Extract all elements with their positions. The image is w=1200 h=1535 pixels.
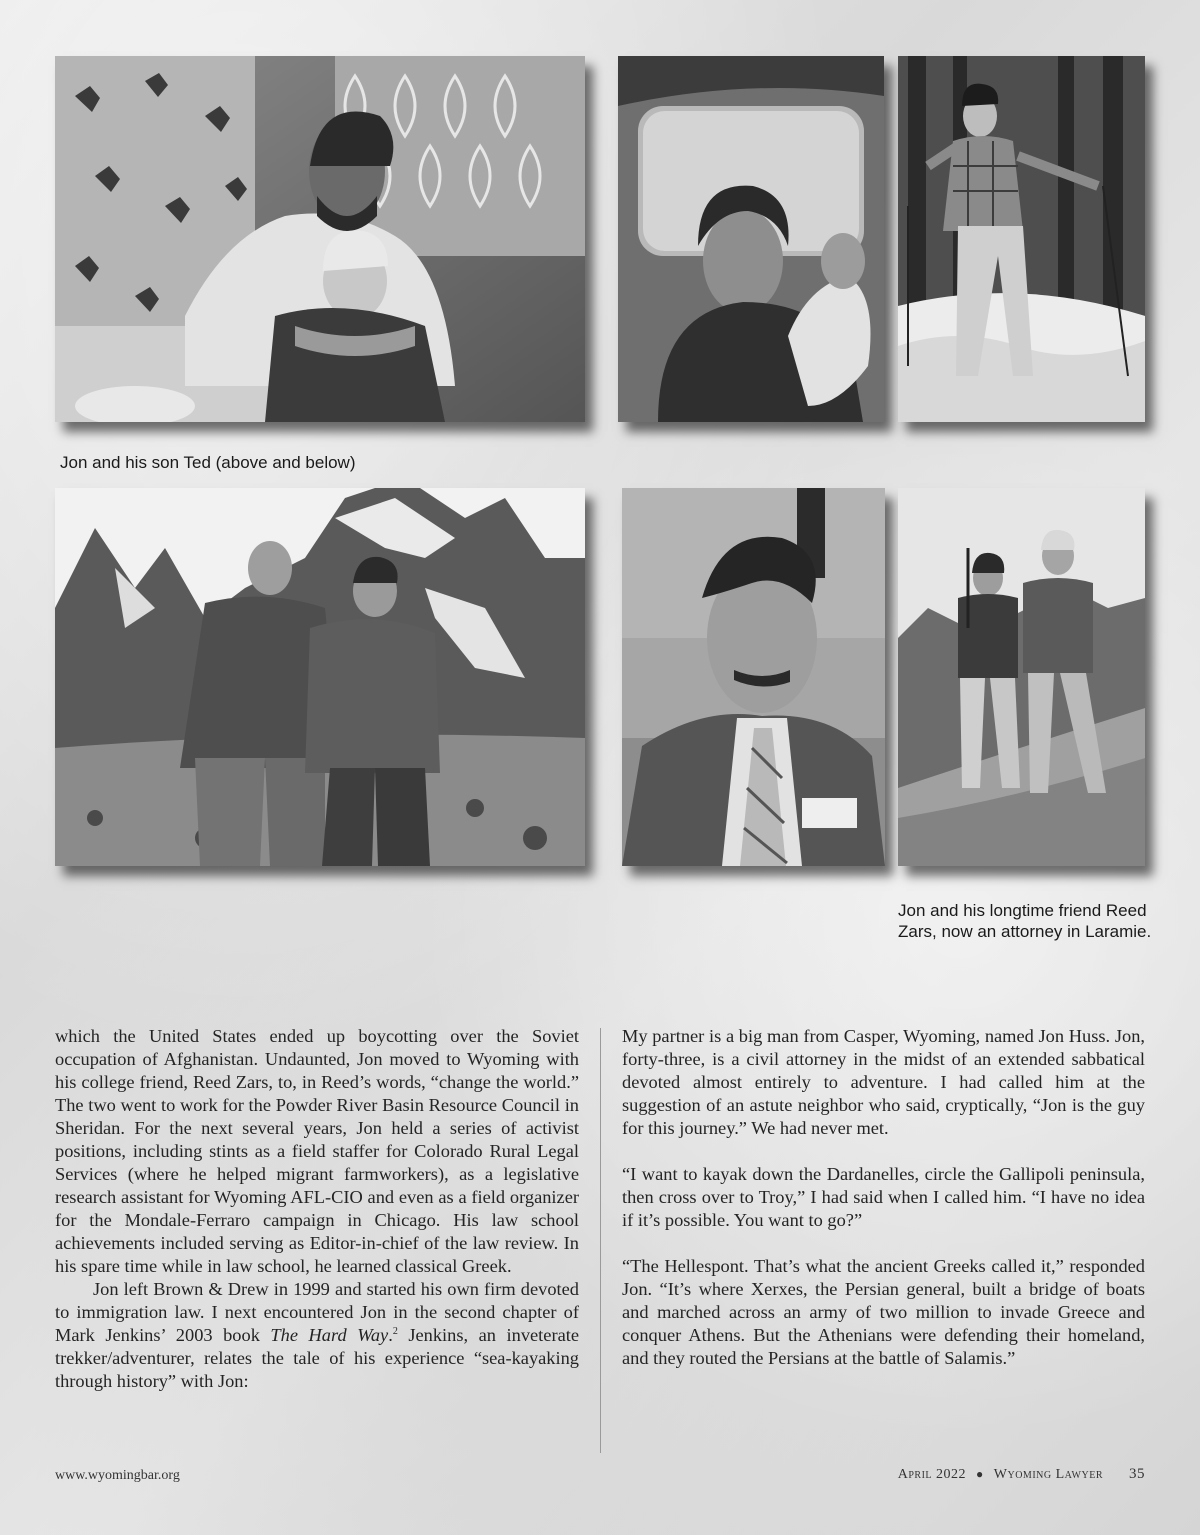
column-divider — [600, 1028, 601, 1453]
right-column — [622, 1025, 1145, 1393]
photo-young-jon-portrait — [622, 488, 885, 866]
page-number: 35 — [1129, 1466, 1145, 1482]
bullet-icon: ● — [976, 1467, 984, 1481]
footnote-ref: 2 — [392, 1325, 398, 1337]
left-paragraph-1: which the United States ended up boycotting over the Soviet occupation of Afghanistan. Undaunted, Jon moved to Wyoming with his college friend, Reed Zars, to, in Reed’s words, “change the world.” The two went to work for the Powder River Basin Resource Council in Sheridan. For the next several years, Jon held a series of activist positions, including stints as a field staffer for Colorado Rural Legal Services (where he helped migrant farmworkers), as a legislative research assistant for Wyoming AFL-CIO and even as a field organizer for the Mondale-Ferraro campaign in Chicago. His law school achievements included serving as Editor-in-chief of the law review. In his spare time while in law school, he learned classical Greek. — [55, 1026, 579, 1276]
footer-issue: April 2022 — [897, 1467, 967, 1482]
caption-friend — [898, 900, 1151, 942]
caption-son: Jon and his son Ted (above and below) — [60, 453, 356, 472]
caption-friend-line2: Zars, now an attorney in Laramie. — [898, 922, 1152, 941]
caption-friend-line1: Jon and his longtime friend Reed — [898, 901, 1147, 920]
left-paragraph-2-before: Jon left Brown & Drew in 1999 and started his own firm devoted to immigration law. I next encountered Jon in the second chapter of Mark Jenkins’ 2003 book — [55, 1279, 579, 1345]
right-paragraph-2: “I want to kayak down the Dardanelles, circle the Gallipoli peninsula, then cross over to Troy,” I had said when I called him. “I have no idea if it’s possible. You want to go?” — [622, 1164, 1145, 1230]
photo-jon-in-car — [618, 56, 884, 422]
left-paragraph-2 — [55, 1278, 579, 1393]
footer-issue-info — [898, 1466, 1145, 1483]
footer-website: www.wyomingbar.org — [55, 1468, 180, 1483]
footer-magazine: Wyoming Lawyer — [993, 1467, 1103, 1482]
left-paragraph-2-after: Jenkins, an inveterate trekker/adventurer, relates the tale of his experience “sea-kayaking through history” with Jon: — [55, 1325, 580, 1391]
photo-jon-skiing — [898, 56, 1145, 422]
left-column — [55, 1025, 579, 1393]
photo-jon-and-reed-zars — [898, 488, 1145, 866]
book-title-period: . — [388, 1325, 393, 1345]
photo-jon-and-son-table — [55, 56, 585, 422]
book-title: The Hard Way — [270, 1325, 389, 1345]
photo-jon-and-son-mountains — [55, 488, 585, 866]
right-paragraph-1: My partner is a big man from Casper, Wyoming, named Jon Huss. Jon, forty-three, is a civil attorney in the midst of an extended sabbatical devoted almost entirely to adventure. I had called him at the suggestion of an astute neighbor who said, cryptically, “Jon is the guy for this journey.” We had never met. — [622, 1026, 1145, 1138]
right-paragraph-3: “The Hellespont. That’s what the ancient Greeks called it,” responded Jon. “It’s where Xerxes, the Persian general, built a bridge of boats and marched across an army of two million to invade Greece and conquer Athens. But the Athenians were defending their homeland, and they routed the Persians at the battle of Salamis.” — [622, 1256, 1145, 1368]
